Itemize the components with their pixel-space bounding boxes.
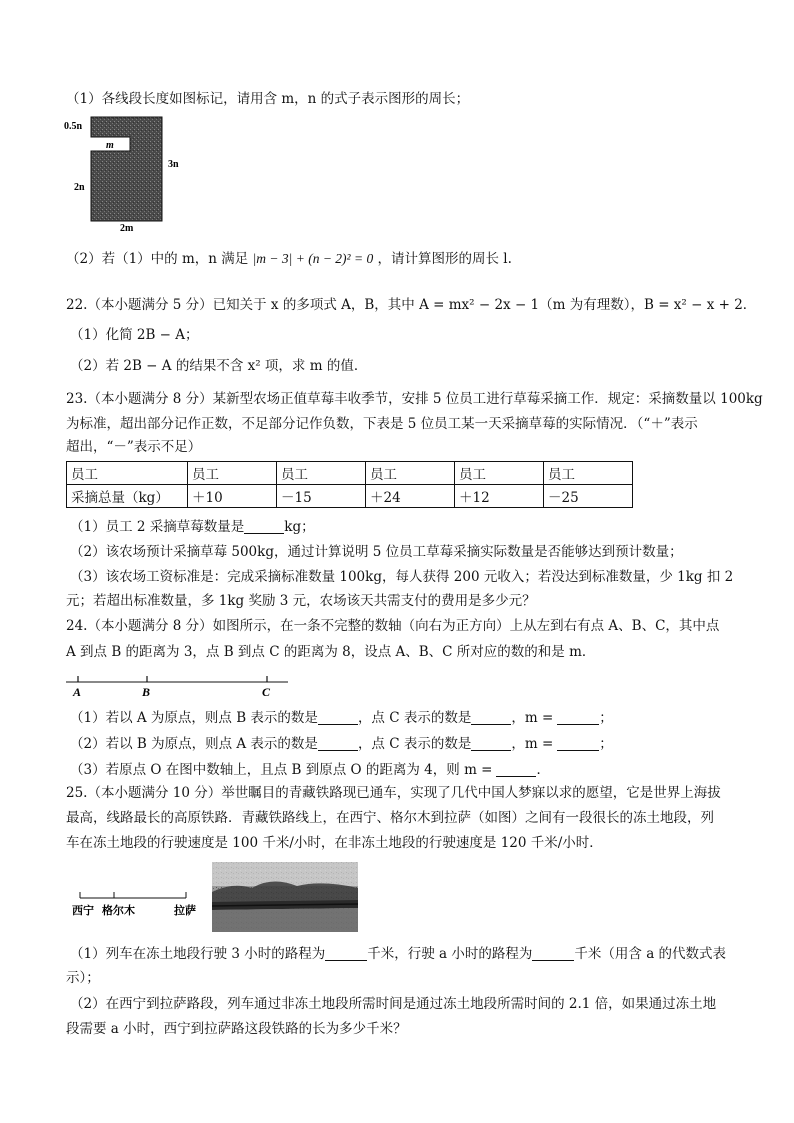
station-golmud: 格尔木: [102, 904, 135, 917]
point-a-label: A: [73, 685, 82, 699]
plateau-photo: [212, 862, 358, 932]
q24-stem-line1: 24.（本小题满分 8 分）如图所示，在一条不完整的数轴（向右为正方向）上从左到右有点 A、B、C，其中点: [66, 618, 720, 634]
q21-part2: [66, 249, 512, 269]
q23-stem-line3: 超出，“－”表示不足）: [66, 439, 202, 455]
q23-part1-post: kg；: [284, 519, 315, 535]
table-header-cell: 员工: [544, 462, 633, 485]
q21-part2-pre: （2）若（1）中的 m，n 满足: [66, 251, 249, 267]
number-line-figure: [66, 672, 296, 702]
label-3n: 3n: [168, 159, 179, 170]
q21-part1: （1）各线段长度如图标记，请用含 m，n 的式子表示图形的周长；: [66, 91, 470, 107]
q23-stem-line2: 为标准，超出部分记作正数，不足部分记作负数，下表是 5 位员工某一天采摘草莓的实际情况．（“＋”表示: [66, 416, 698, 432]
q25-part1-line2: 示）；: [66, 970, 100, 986]
table-cell: 采摘总量（kg）: [67, 485, 188, 508]
answer-blank[interactable]: [318, 736, 358, 751]
answer-blank[interactable]: [557, 710, 599, 725]
q22-part2: （2）若 2B − A 的结果不含 x² 项，求 m 的值．: [70, 358, 368, 374]
q21-part2-post: ，请计算图形的周长 l.: [377, 251, 512, 267]
table-header-cell: 员工: [277, 462, 366, 485]
answer-blank[interactable]: [557, 736, 599, 751]
label-0.5n: 0.5n: [64, 121, 83, 132]
label-m: m: [106, 140, 114, 151]
q24-part3: [70, 760, 550, 780]
answer-blank[interactable]: [244, 519, 284, 534]
station-lhasa: 拉萨: [174, 904, 196, 917]
q21-figure: [62, 113, 192, 233]
point-b-label: B: [142, 685, 151, 699]
label-2m: 2m: [120, 223, 134, 233]
q23-part1-pre: （1）员工 2 采摘草莓数量是: [70, 519, 245, 535]
q24-p3-text: （3）若原点 O 在图中数轴上，且点 B 到原点 O 的距离为 4，则 m =: [70, 762, 493, 778]
q24-p1-text: ，m =: [511, 710, 554, 726]
q24-p2-text: ；: [599, 736, 613, 752]
q25-stem-line3: 车在冻土地段的行驶速度是 100 千米/小时，在非冻土地段的行驶速度是 120 千米/小时．: [66, 835, 603, 851]
q22-stem: 22.（本小题满分 5 分）已知关于 x 的多项式 A，B，其中 A = mx² − 2x − 1（m 为有理数），B = x² − x + 2．: [66, 297, 757, 313]
q24-p2-text: ，m =: [511, 736, 554, 752]
q24-p2-text: （2）若以 B 为原点，则点 A 表示的数是: [70, 736, 318, 752]
q24-p1-text: ，点 C 表示的数是: [357, 710, 472, 726]
strawberry-table: [66, 461, 633, 508]
station-xining: 西宁: [72, 904, 94, 917]
q25-part2-line2: 段需要 a 小时，西宁到拉萨路这段铁路的长为多少千米？: [66, 1021, 407, 1037]
table-cell: ＋12: [455, 485, 544, 508]
q24-p1-text: （1）若以 A 为原点，则点 B 表示的数是: [70, 710, 318, 726]
answer-blank[interactable]: [496, 762, 536, 777]
answer-blank[interactable]: [318, 710, 358, 725]
table-header-cell: 员工: [455, 462, 544, 485]
q25-stem-line1: 25.（本小题满分 10 分）举世瞩目的青藏铁路现已通车，实现了几代中国人梦寐以求的愿望，它是世界上海拔: [66, 785, 721, 801]
q24-p1-text: ；: [599, 710, 613, 726]
table-cell: －25: [544, 485, 633, 508]
answer-blank[interactable]: [532, 946, 574, 961]
q24-part1: [70, 708, 613, 728]
label-2n: 2n: [74, 182, 85, 193]
answer-blank[interactable]: [325, 946, 367, 961]
q23-part2: （2）该农场预计采摘草莓 500kg，通过计算说明 5 位员工草莓采摘实际数量是否能够达到预计数量；: [70, 544, 683, 560]
q24-part2: [70, 734, 613, 754]
table-header-cell: 员工: [67, 462, 188, 485]
q23-part1: [70, 517, 315, 537]
q25-part1-line1: [70, 944, 726, 964]
table-header-row: [67, 462, 633, 485]
q23-part3-line1: （3）该农场工资标准是：完成采摘标准数量 100kg，每人获得 200 元收入；若没达到标准数量，少 1kg 扣 2: [70, 569, 734, 585]
table-cell: ＋24: [366, 485, 455, 508]
q24-p3-text: ．: [536, 762, 550, 778]
point-c-label: C: [262, 685, 271, 699]
table-header-cell: 员工: [188, 462, 277, 485]
q25-p1-text: （1）列车在冻土地段行驶 3 小时的路程为: [70, 946, 326, 962]
q23-part3-line2: 元；若超出标准数量，多 1kg 奖励 3 元，农场该天共需支付的费用是多少元？: [66, 593, 536, 609]
q25-part2-line1: （2）在西宁到拉萨路段，列车通过非冻土地段所需时间是通过冻土地段所需时间的 2.1 倍，如果通过冻土地: [70, 996, 717, 1012]
q24-stem-line2: A 到点 B 的距离为 3，点 B 到点 C 的距离为 8，设点 A、B、C 所对应的数的和是 m．: [66, 644, 596, 660]
table-cell: ＋10: [188, 485, 277, 508]
q24-p2-text: ，点 C 表示的数是: [357, 736, 472, 752]
q25-p1-text: 千米（用含 a 的代数式表: [574, 946, 727, 962]
answer-blank[interactable]: [471, 710, 511, 725]
q25-p1-text: 千米，行驶 a 小时的路程为: [367, 946, 533, 962]
q22-part1: （1）化简 2B − A；: [70, 327, 199, 343]
table-row: [67, 485, 633, 508]
table-header-cell: 员工: [366, 462, 455, 485]
q21-condition-formula: |m − 3| + (n − 2)² = 0: [252, 251, 374, 266]
q23-stem-line1: 23.（本小题满分 8 分）某新型农场正值草莓丰收季节，安排 5 位员工进行草莓采摘工作．规定：采摘数量以 100kg: [66, 391, 763, 407]
q25-stem-line2: 最高，线路最长的高原铁路．青藏铁路线上，在西宁、格尔木到拉萨（如图）之间有一段很长的冻土地段，列: [66, 810, 714, 826]
answer-blank[interactable]: [471, 736, 511, 751]
table-cell: －15: [277, 485, 366, 508]
shaded-shape: [91, 117, 162, 221]
railway-map: [72, 888, 212, 918]
